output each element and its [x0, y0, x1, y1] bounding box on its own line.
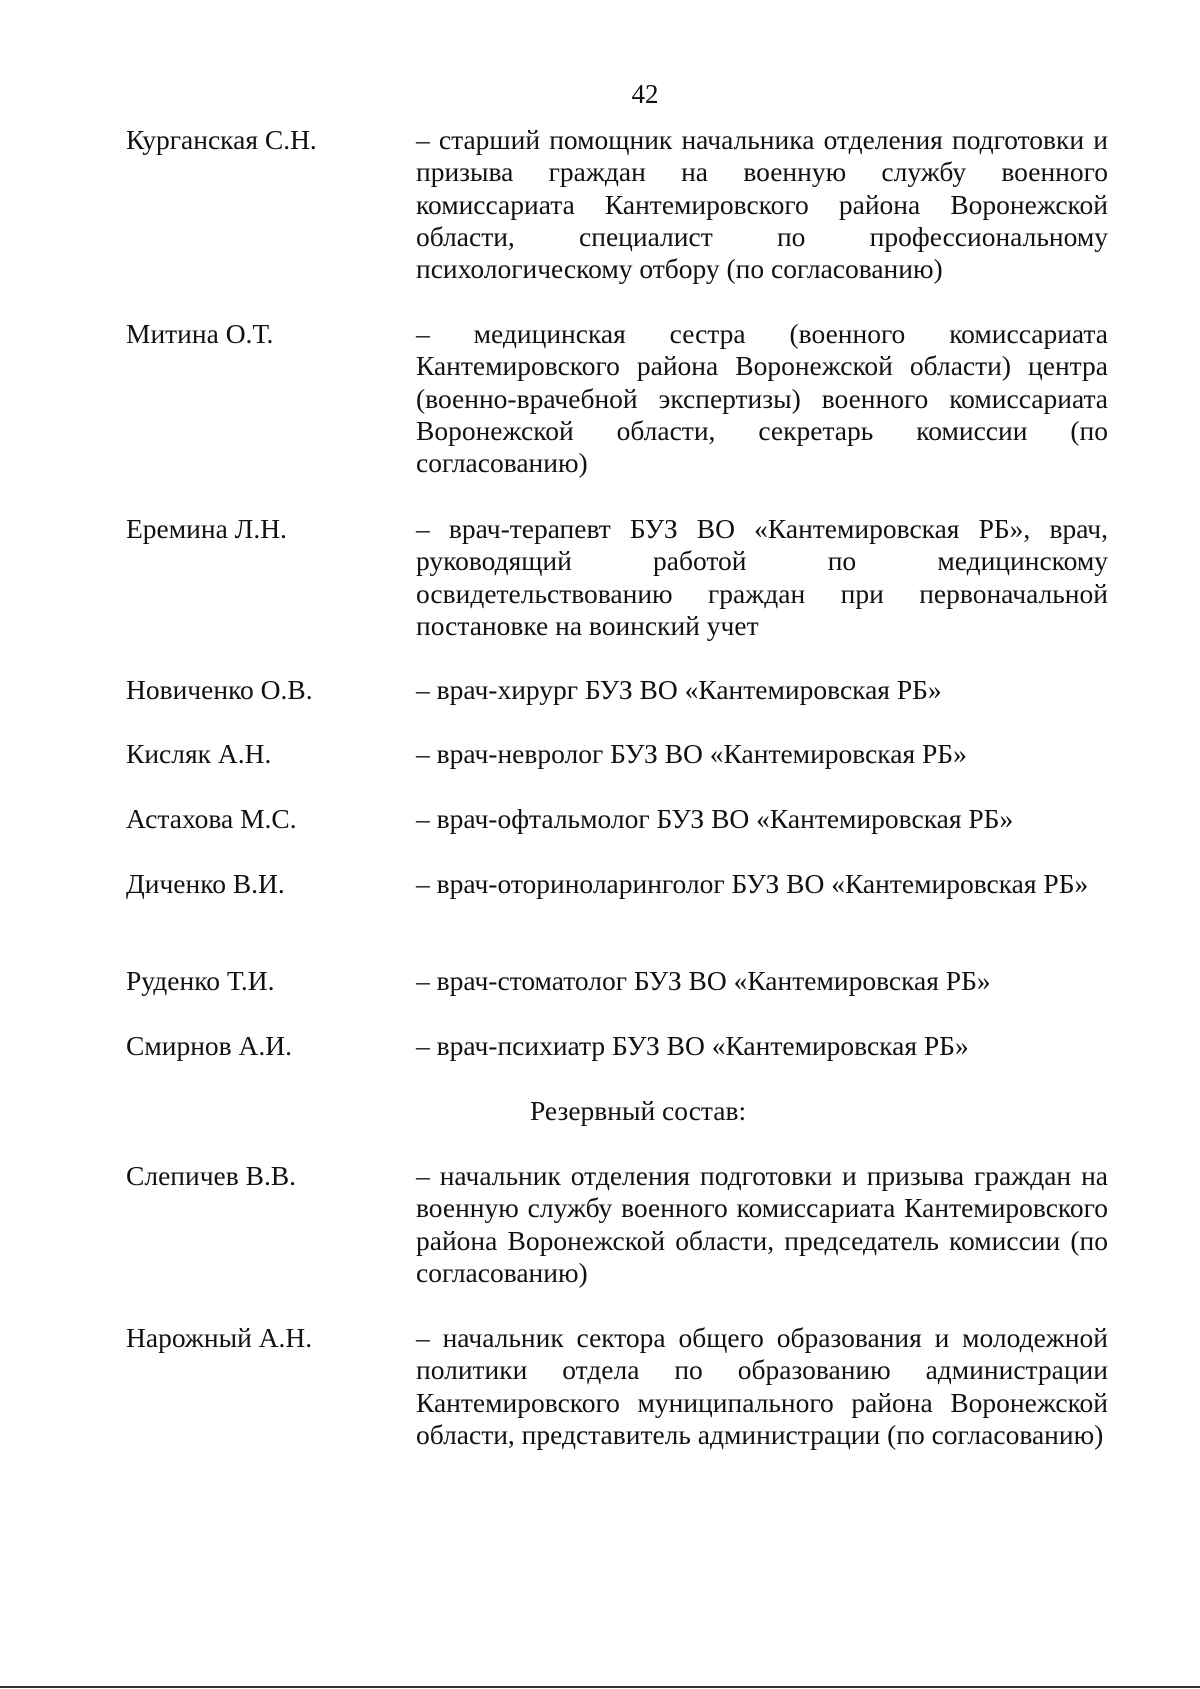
member-description: – начальник отделения подготовки и призыва граждан на военную службу военного комиссариата Кантемировского района Воронежской области, председатель комиссии (по согласованию) — [416, 1160, 1108, 1288]
member-name: Руденко Т.И. — [126, 965, 275, 996]
member-description: – начальник сектора общего образования и молодежной политики отдела по образованию администрации Кантемировского муниципального района Воронежской области, представитель администрации (по согласованию) — [416, 1322, 1108, 1450]
member-name: Слепичев В.В. — [126, 1160, 297, 1191]
member-name: Астахова М.С. — [126, 803, 297, 834]
member-description: – медицинская сестра (военного комиссариата Кантемировского района Воронежской области) центра (военно-врачебной экспертизы) военного комиссариата Воронежской области, секретарь комиссии (по согласованию) — [416, 318, 1108, 479]
member-name: Диченко В.И. — [126, 868, 285, 899]
member-name: Еремина Л.Н. — [126, 513, 287, 544]
member-name: Митина О.Т. — [126, 318, 274, 349]
reserve-section-heading: Резервный состав: — [530, 1095, 747, 1126]
member-name: Смирнов А.И. — [126, 1030, 293, 1061]
member-name: Новиченко О.В. — [126, 674, 313, 705]
member-description: – врач-хирург БУЗ ВО «Кантемировская РБ» — [416, 674, 942, 705]
page-bottom-rule — [0, 1686, 1200, 1688]
member-name: Кисляк А.Н. — [126, 738, 272, 769]
page-number: 42 — [631, 79, 659, 109]
member-name: Курганская С.Н. — [126, 124, 317, 155]
member-description: – врач-невролог БУЗ ВО «Кантемировская РБ» — [416, 738, 967, 769]
member-description: – врач-оториноларинголог БУЗ ВО «Кантемировская РБ» — [416, 868, 1089, 899]
member-name: Нарожный А.Н. — [126, 1322, 313, 1353]
member-description: – старший помощник начальника отделения подготовки и призыва граждан на военную службу военного комиссариата Кантемировского района Воронежской области, специалист по профессиональному психологическому отбору (по согласованию) — [416, 124, 1108, 285]
member-description: – врач-терапевт БУЗ ВО «Кантемировская РБ», врач, руководящий работой по медицинскому освидетельствованию граждан при первоначальной постановке на воинский учет — [416, 513, 1108, 641]
member-description: – врач-офтальмолог БУЗ ВО «Кантемировская РБ» — [416, 803, 1014, 834]
member-description: – врач-стоматолог БУЗ ВО «Кантемировская РБ» — [416, 965, 991, 996]
member-description: – врач-психиатр БУЗ ВО «Кантемировская РБ» — [416, 1030, 969, 1061]
